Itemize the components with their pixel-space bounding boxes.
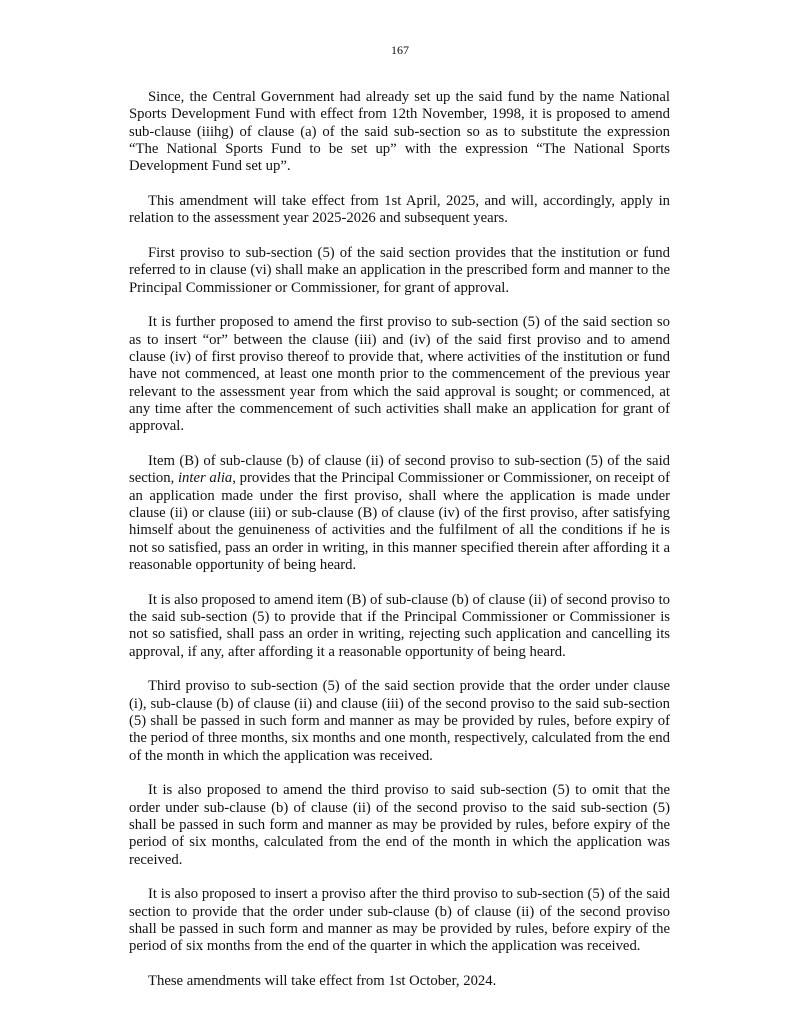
paragraph-first-proviso: First proviso to sub-section (5) of the said section provides that the institution or fund referred to in clause (vi) shall make an application in the prescribed form and manner to the Principal Commissioner or Commissioner, for grant of approval.: [129, 245, 670, 296]
paragraph-effective-date: This amendment will take effect from 1st April, 2025, and will, accordingly, apply in relation to the assessment year 2025-2026 and subsequent years.: [129, 193, 670, 227]
paragraph-amend-item-b: It is also proposed to amend item (B) of sub-clause (b) of clause (ii) of second proviso to the said sub-section (5) to provide that if the Principal Commissioner or Commissioner is not so satisfied, shall pass an order in writing, rejecting such application and cancelling its approval, if any, after affording it a reasonable opportunity of being heard.: [129, 591, 670, 660]
document-body: [129, 89, 670, 1008]
paragraph-text: Item (B) of sub-clause (b) of clause (ii) of second proviso to sub-section (5) of the said section,: [129, 453, 670, 487]
paragraph-fund-name: Since, the Central Government had already set up the said fund by the name National Sports Development Fund with effect from 12th November, 1998, it is proposed to amend sub-clause (iiihg) of clause (a) of the said sub-section so as to substitute the expression “The National Sports Fund to be set up” with the expression “The National Sports Development Fund set up”.: [129, 89, 670, 175]
paragraph-third-proviso: Third proviso to sub-section (5) of the said section provide that the order under clause (i), sub-clause (b) of clause (ii) and clause (iii) of the second proviso to the said sub-section (5) shall be passed in such form and manner as may be provided by rules, before expiry of the period of three months, six months and one month, respectively, calculated from the end of the month in which the application was received.: [129, 678, 670, 764]
italic-text: inter alia: [177, 470, 233, 487]
paragraph-insert-proviso: It is also proposed to insert a proviso after the third proviso to sub-section (5) of the said section to provide that the order under sub-clause (b) of clause (ii) of the second proviso shall be passed in such form and manner as may be provided by rules, before expiry of the period of six months from the end of the quarter in which the application was received.: [129, 886, 670, 955]
paragraph-text: , provides that the Principal Commissioner or Commissioner, on receipt of an application made under the first proviso, shall where the application is made under clause (ii) or clause (iii) or sub-clause (B) of clause (iv) of the first proviso, after satisfying himself about the genuineness of activities and the fulfilment of all the conditions if he is not so satisfied, pass an order in writing, in this manner specified therein after affording it a reasonable opportunity of being heard.: [129, 470, 670, 574]
paragraph-item-b: [129, 453, 670, 574]
paragraph-amendments-effective: These amendments will take effect from 1st October, 2024.: [148, 973, 497, 990]
paragraph-amend-third-proviso: It is also proposed to amend the third proviso to said sub-section (5) to omit that the order under sub-clause (b) of clause (ii) of the second proviso to the said sub-section (5) shall be passed in such form and manner as may be provided by rules, before expiry of the period of six months, calculated from the end of the month in which the application was received.: [129, 782, 670, 868]
page-number: 167: [391, 43, 409, 57]
paragraph-amend-first-proviso: It is further proposed to amend the first proviso to sub-section (5) of the said section so as to insert “or” between the clause (iii) and (iv) of the said first proviso and to amend clause (iv) of first proviso thereof to provide that, where activities of the institution or fund have not commenced, at least one month prior to the commencement of the previous year relevant to the assessment year from which the said approval is sought; or commenced, at any time after the commencement of such activities shall make an application for grant of approval.: [129, 314, 670, 435]
